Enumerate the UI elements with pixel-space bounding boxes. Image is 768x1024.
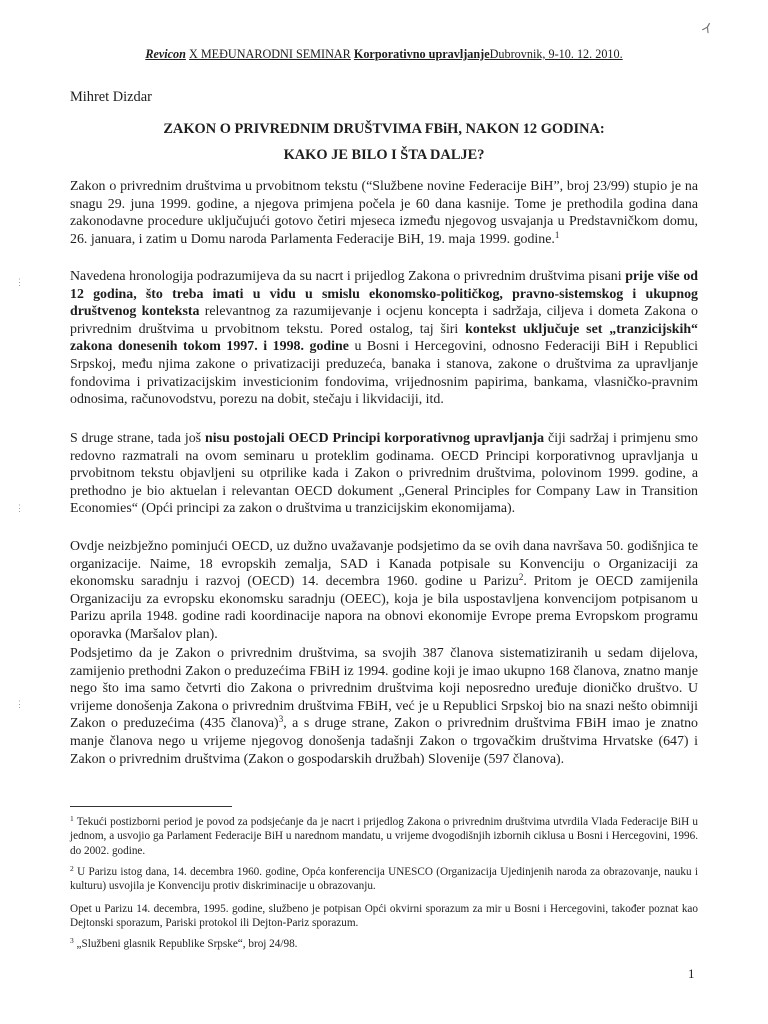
paragraph-1-text: Zakon o privrednim društvima u prvobitnom tekstu (“Službene novine Federacije BiH”, broj 23/99) stupio je na snagu 29. juna 1999. godine, a njegova primjena počela je 60 dana kasnije. Tome je prethodila godina dana zakonodavne procedure uključujući gotovo četiri mjeseca između njegovog usvajanja u Predstavničkom domu, 26. januara, i zatim u Domu naroda Parlamenta Federacije BiH, 19. maja 1999. godine. (70, 179, 698, 247)
margin-mark: ⋮ (15, 503, 24, 513)
paragraph-2-text-b: relevantnog za razumijevanje i ocjenu koncepta i sadržaja, ciljeva i dometa Zakona o privrednim društvima u prvobitnom tekstu. Pored ostalog, taj širi (70, 304, 698, 337)
footnote-divider (70, 806, 232, 807)
header-journal: Revicon (145, 47, 186, 61)
paragraph-4 (70, 538, 698, 644)
footnote-2-number: 2 (70, 864, 74, 873)
footnote-2-text: U Parizu istog dana, 14. decembra 1960. godine, Opća konferencija UNESCO (Organizacija Ujedinjenih naroda za obrazovanje, nauku i kulturu) usvojila je Konvenciju protiv diskriminacije u obrazovanju. (70, 866, 698, 893)
article-title-line-1: ZAKON O PRIVREDNIM DRUŠTVIMA FBiH, NAKON 12 GODINA: (163, 121, 605, 137)
paragraph-3-text-a: S druge strane, tada još (70, 431, 205, 446)
running-header (0, 47, 768, 61)
footnote-3 (70, 937, 698, 951)
paragraph-3 (70, 430, 698, 518)
author-name: Mihret Dizdar (70, 89, 152, 105)
footnote-1 (70, 815, 698, 858)
footnote-ref-2: 2 (518, 572, 524, 583)
paragraph-5 (70, 645, 698, 768)
footnote-ref-3: 3 (278, 714, 284, 725)
footnote-2-continued (70, 902, 698, 931)
margin-mark: ⋮ (15, 699, 24, 709)
footnote-3-text: „Službeni glasnik Republike Srpske“, broj 24/98. (73, 938, 298, 950)
footnote-2 (70, 865, 698, 894)
paragraph-2-emphasis-a: prije više od 12 godina, što treba imati u vidu u smislu ekonomsko-političkog, pravno-sistemskog i ukupnog društvenog konteksta (70, 269, 698, 320)
paragraph-2-text-c: u Bosni i Hercegovini, odnosno Federaciji BiH i Republici Srpskoj, među njima zakone o privatizaciji preduzeća, banaka i stanova, zakone o društvima za upravljanje fondovima i privatizacijskim investicionim fondovima, vrijednosnim papirima, bankama, vlasničko-pravnim odnosima, računovodstvu, porezu na dobit, stečaju i likvidaciji, itd. (70, 339, 698, 408)
margin-mark: ⋮ (15, 277, 24, 287)
paragraph-2-text-a: Navedena hronologija podrazumijeva da su nacrt i prijedlog Zakona o privrednim društvima pisani (70, 269, 626, 284)
paragraph-1 (70, 178, 698, 248)
footnote-1-text: Tekući postizborni period je povod za podsjećanje da je nacrt i prijedlog Zakona o privrednim društvima utvrdila Vlada Federacije BiH u jednom, a usvojio ga Parlament Federacije BiH u narednom mandatu, u vrijeme dvogodišnjih izbornih ciklusa u Bosni i Hercegovini, 1996. do 2002. godine. (70, 816, 698, 857)
paragraph-3-emphasis: nisu postojali OECD Principi korporativnog upravljanja (204, 431, 545, 446)
footnote-2-continued-text: Opet u Parizu 14. decembra, 1995. godine, službeno je potpisan Opći okvirni sporazum za mir u Bosni i Hercegovini, također poznat kao Dejtonski sporazum, Pariski protokol ili Dejton-Pariz sporazum. (70, 903, 698, 930)
paragraph-3-text-b: čiji sadržaj i primjenu smo redovno razmatrali na ovom seminaru u proteklim godinama. OECD Principi korporativnog upravljanja u prvobitnom tekstu objavljeni su otprilike kada i Zakon o privrednim društvima, polovinom 1999. godine, a prethodno je bio aktuelan i relevantan OECD dokument „General Principles for Company Law in Transition Economies“ (Opći principi za zakon o društvima u tranzicijskim ekonomijama). (70, 431, 698, 517)
page-number: 1 (688, 966, 695, 981)
footnote-1-number: 1 (70, 814, 74, 823)
paragraph-2 (70, 268, 698, 409)
corner-pen-mark: ⅄ (700, 19, 715, 37)
paragraph-4-text-a: Ovdje neizbježno pominjući OECD, uz dužno uvažavanje podsjetimo da se ovih dana navršava 50. godišnjica te organizacije. Naime, 18 evropskih zemalja, SAD i Kanada potpisale su Konvenciju o Organizaciji za ekonomsku saradnju i razvoj (OECD) 14. decembra 1960. godine u Parizu (70, 539, 698, 590)
footnote-ref-1: 1 (554, 229, 560, 240)
header-place-date: Dubrovnik, 9-10. 12. 2010. (489, 47, 623, 61)
paragraph-5-text-b: , a s druge strane, Zakon o privrednim društvima FBiH imao je znatno manje članova nego u vrijeme njegovog donošenja tadašnji Zakon o trgovačkim društvima Hrvatske (647) i Zakon o privrednim društvima (Zakon o gospodarskih družbah) Slovenije (597 članova). (70, 716, 698, 767)
footnote-3-number: 3 (70, 936, 74, 945)
paragraph-4-text-b: . Pritom je OECD zamijenila Organizaciju za evropsku ekonomsku saradnju (OEEC), koja je bila uspostavljena konvencijom potpisanom u Parizu aprila 1948. godine radi koordinacije napora na obnovi ekonomije Evrope prema Evropskom programu oporavka (Maršalov plan). (70, 574, 698, 642)
article-title-line-2: KAKO JE BILO I ŠTA DALJE? (283, 147, 485, 163)
header-seminar: X MEĐUNARODNI SEMINAR (188, 47, 351, 61)
paragraph-5-text-a: Podsjetimo da je Zakon o privrednim društvima, sa svojih 387 članova sistematiziranih u sedam dijelova, zamijenio prethodni Zakon o preduzećima FBiH iz 1994. godine koji je imao ukupno 168 članova, znatno manje nego što ima samo četvrti dio Zakona o privrednim društvima koji neposredno uređuje dioničko društvo. U vrijeme donošenja Zakona o privrednim društvima FBiH, već je u Republici Srpskoj bio na snazi nešto obimniji Zakon o preduzećima (435 članova) (70, 646, 698, 732)
header-topic: Korporativno upravljanje (353, 47, 490, 61)
paragraph-2-emphasis-b: kontekst uključuje set „tranzicijskih“ zakona donesenih tokom 1997. i 1998. godine (70, 321, 698, 355)
